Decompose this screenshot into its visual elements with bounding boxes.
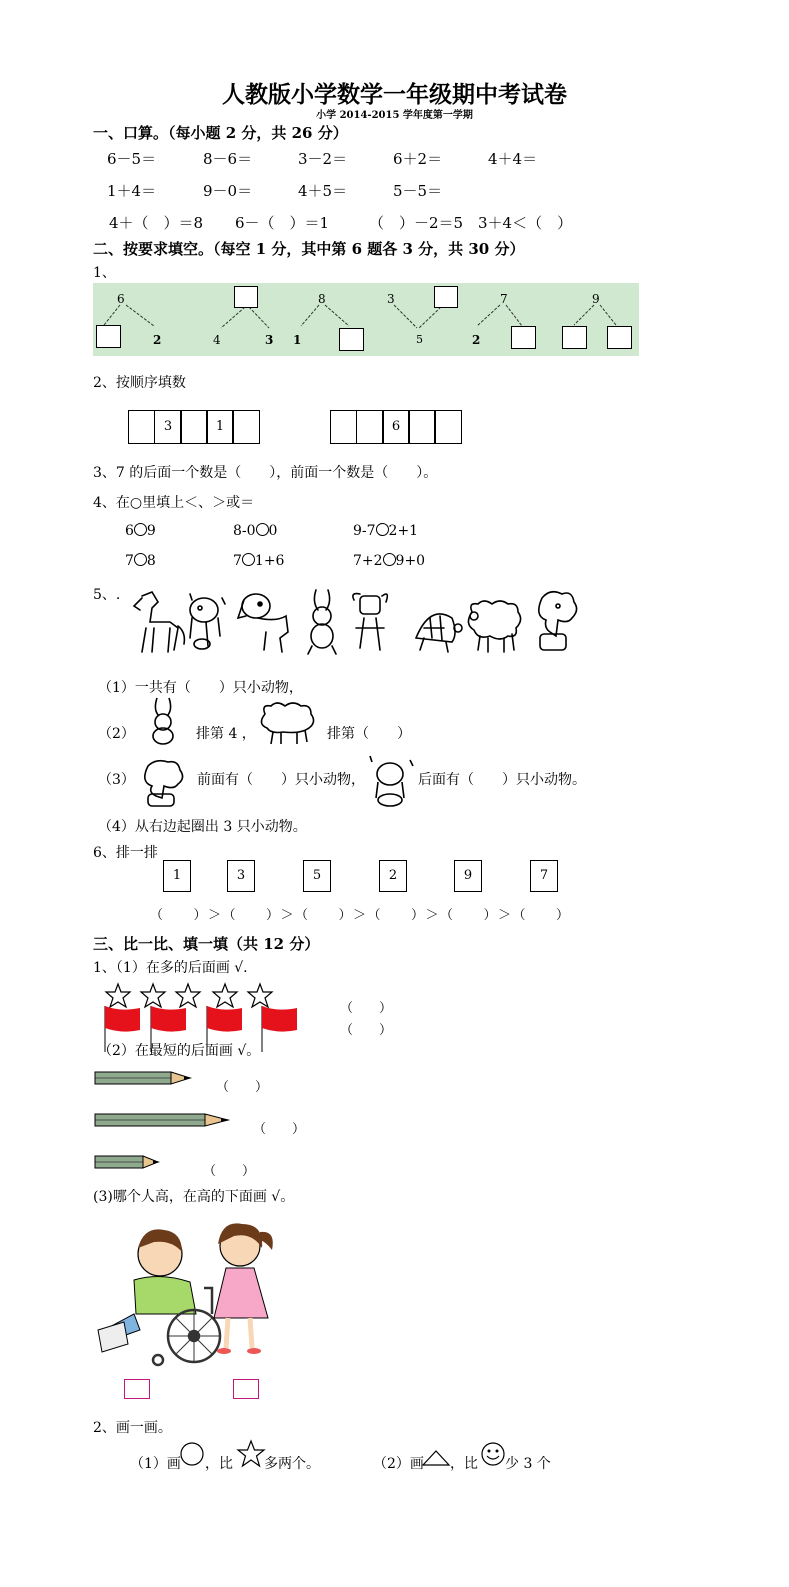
pencil-answer-paren[interactable]: （ ）	[203, 1164, 256, 1179]
math-item: 4＋（ ）＝8	[109, 214, 204, 232]
sequence-cell[interactable]	[408, 410, 436, 444]
math-item: 8－6＝	[203, 150, 253, 168]
pencil-answer-paren[interactable]: （ ）	[253, 1122, 306, 1137]
q3-2-2-prefix: （2）画	[373, 1456, 424, 1472]
compare-item	[233, 523, 277, 539]
sheep-icon	[257, 700, 319, 746]
compare-item	[125, 553, 156, 569]
bond-answer-box[interactable]	[562, 326, 587, 349]
bond-answer-box[interactable]	[96, 325, 121, 348]
order-answer-line[interactable]: （ ）＞（ ）＞（ ）＞（ ）＞（ ）＞（ ）	[150, 908, 571, 923]
compare-right: 1+6	[254, 553, 285, 569]
number-box: 1	[163, 860, 191, 892]
q2-5-4-text: （4）从右边起圈出 3 只小动物。	[98, 819, 307, 835]
bond-answer-box[interactable]	[607, 326, 632, 349]
answer-box[interactable]	[124, 1379, 150, 1399]
q2-2-label: 2、按顺序填数	[93, 375, 186, 391]
number-box: 9	[454, 860, 482, 892]
q3-2-1-suffix: 多两个。	[264, 1456, 320, 1472]
q2-5-2-middle: 排第 4 ，	[196, 726, 256, 742]
bond-left-number: 1	[293, 333, 302, 347]
circle-icon[interactable]	[383, 553, 396, 566]
number-box: 2	[379, 860, 407, 892]
rabbit-icon	[143, 696, 187, 746]
q2-3-text: 3、7 的后面一个数是（ ），前面一个数是（ ）。	[93, 465, 438, 481]
star-icon	[237, 1440, 265, 1468]
sequence-cell: 6	[382, 410, 410, 444]
math-item: 3－2＝	[298, 150, 348, 168]
q2-1-label: 1、	[93, 265, 116, 281]
number-box: 7	[530, 860, 558, 892]
number-bond-band	[93, 283, 639, 356]
bond-top-number: 8	[318, 292, 326, 306]
pencil-answer-paren[interactable]: （ ）	[216, 1080, 269, 1095]
girl-icon	[214, 1223, 273, 1354]
math-item: 1＋4＝	[107, 182, 157, 200]
bond-right-number: 3	[265, 333, 274, 347]
compare-item	[125, 523, 156, 539]
pencil-icon	[94, 1153, 166, 1171]
bond-top-number: 9	[592, 292, 600, 306]
compare-right: 2+1	[388, 523, 419, 539]
bond-right-number: 5	[416, 333, 423, 346]
bond-top-number: 3	[387, 292, 395, 306]
q2-5-3-prefix: （3）	[98, 772, 135, 788]
compare-item	[233, 553, 284, 569]
page-subtitle: 小学 2014-2015 学年度第一学期	[316, 110, 473, 121]
math-item: 6－5＝	[107, 150, 157, 168]
math-item: （ ）－2＝5	[369, 214, 464, 232]
compare-left: 6	[125, 523, 134, 539]
children-illustration	[94, 1218, 294, 1368]
sequence-cell[interactable]	[330, 410, 357, 444]
q2-5-3-suffix: 后面有（ ）只小动物。	[418, 772, 586, 788]
dog-icon	[190, 594, 225, 649]
flag-icon	[262, 1006, 297, 1052]
bond-answer-box[interactable]	[234, 286, 258, 308]
compare-left: 8-0	[233, 523, 256, 539]
dog-icon	[366, 752, 418, 808]
compare-left: 7	[233, 553, 242, 569]
q3-2-2-middle: ，比	[450, 1456, 478, 1472]
section-1-heading: 一、口算。（每小题 2 分，共 26 分）	[93, 124, 348, 142]
bond-answer-box[interactable]	[339, 328, 364, 351]
triangle-icon	[422, 1450, 450, 1466]
circle-icon[interactable]	[134, 523, 147, 536]
boy-icon	[98, 1229, 196, 1352]
compare-right: 9+0	[395, 553, 426, 569]
number-box: 5	[303, 860, 331, 892]
section-3-heading: 三、比一比、填一填（共 12 分）	[93, 935, 320, 953]
bond-left-number: 2	[472, 333, 481, 347]
circle-icon[interactable]	[256, 523, 269, 536]
bond-left-number: 4	[213, 333, 221, 347]
q2-5-3-middle: 前面有（ ）只小动物，	[197, 772, 365, 788]
sequence-cell: 1	[206, 410, 234, 444]
compare-left: 7+2	[353, 553, 383, 569]
compare-left: 7	[125, 553, 134, 569]
compare-item	[353, 553, 425, 569]
flags-answer-paren[interactable]: （ ）	[340, 1023, 393, 1038]
compare-right: 8	[146, 553, 156, 569]
horse-icon	[134, 592, 184, 652]
circle-icon[interactable]	[376, 523, 389, 536]
compare-left: 9-7	[353, 523, 376, 539]
pencil-icon	[94, 1069, 202, 1087]
number-bond-lines	[93, 283, 639, 356]
math-item: 6＋2＝	[393, 150, 443, 168]
elephant-icon	[539, 592, 577, 650]
section-2-heading: 二、按要求填空。（每空 1 分，其中第 6 题各 3 分，共 30 分）	[93, 240, 525, 258]
sheep-icon	[468, 601, 520, 652]
puppy-icon	[238, 594, 288, 652]
sequence-cell[interactable]	[180, 410, 208, 444]
sequence-cell[interactable]	[356, 410, 384, 444]
math-item: 6－（ ）＝1	[235, 214, 330, 232]
elephant-icon	[134, 758, 190, 808]
q2-6-label: 6、排一排	[93, 845, 158, 861]
bond-answer-box[interactable]	[511, 326, 536, 349]
math-item: 9－0＝	[203, 182, 253, 200]
sequence-row-1	[128, 410, 260, 444]
animal-lineup	[112, 588, 612, 660]
q3-1-2-text: （2）在最短的后面画 √。	[98, 1043, 261, 1059]
bond-top-number: 7	[500, 292, 508, 306]
circle-icon	[179, 1441, 205, 1467]
page-title: 人教版小学数学一年级期中考试卷	[222, 81, 567, 108]
rabbit-icon	[308, 590, 336, 654]
math-item: 3＋4＜（ ）	[478, 214, 573, 232]
q3-2-2-suffix: 少 3 个	[505, 1456, 551, 1472]
q3-1-3-text: (3)哪个人高，在高的下面画 √。	[93, 1189, 295, 1205]
goat-icon	[353, 594, 387, 650]
q2-4-text: 4、在○里填上＜、＞或＝	[93, 495, 255, 511]
q3-2-1-prefix: （1）画	[130, 1456, 181, 1472]
smiley-icon	[480, 1441, 506, 1467]
sequence-cell[interactable]	[232, 410, 260, 444]
q3-2-label: 2、画一画。	[93, 1420, 172, 1436]
q3-1-label: 1、（1）在多的后面画 √.	[93, 960, 248, 976]
sequence-cell[interactable]	[128, 410, 155, 444]
compare-right: 0	[268, 523, 278, 539]
bond-answer-box[interactable]	[434, 286, 458, 308]
q2-5-1-text: （1）一共有（ ）只小动物，	[98, 680, 303, 696]
q3-2-1-middle: ，比	[205, 1456, 233, 1472]
sequence-row-2	[330, 410, 462, 444]
math-item: 4＋5＝	[298, 182, 348, 200]
circle-icon[interactable]	[134, 553, 147, 566]
bond-right-number: 2	[153, 333, 162, 347]
stars-answer-paren[interactable]: （ ）	[340, 1001, 393, 1016]
bond-top-number: 6	[117, 292, 125, 306]
circle-icon[interactable]	[242, 553, 255, 566]
q2-5-label: 5、.	[93, 587, 121, 603]
compare-item	[353, 523, 418, 539]
turtle-icon	[416, 614, 462, 652]
sequence-cell[interactable]	[434, 410, 462, 444]
math-item: 4＋4＝	[488, 150, 538, 168]
sequence-cell: 3	[154, 410, 182, 444]
number-box: 3	[227, 860, 255, 892]
compare-right: 9	[146, 523, 156, 539]
q2-5-2-prefix: （2）	[98, 726, 135, 742]
q2-5-2-suffix: 排第（ ）	[327, 726, 411, 742]
pencil-icon	[94, 1111, 238, 1129]
answer-box[interactable]	[233, 1379, 259, 1399]
math-item: 5－5＝	[393, 182, 443, 200]
